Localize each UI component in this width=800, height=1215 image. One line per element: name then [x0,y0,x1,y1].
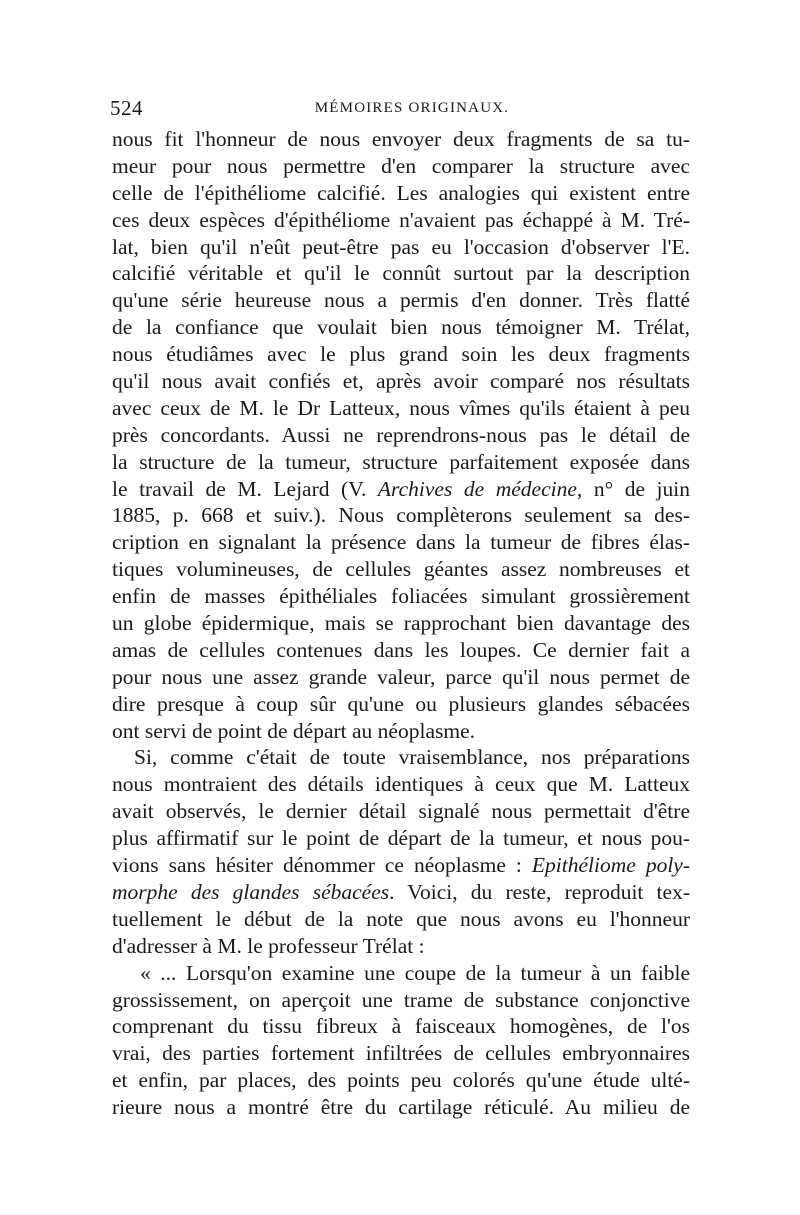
text-line [112,180,690,207]
text-line [112,987,690,1014]
text-line [112,234,690,261]
text-line [112,1067,690,1094]
text-line [112,825,690,852]
text-run: pour nous une assez grande valeur, parce qu'il nous permet de [112,664,690,689]
text-run: amas de cellules contenues dans les loupes. Ce dernier fait a [112,637,690,662]
text-line [112,960,690,987]
text-line [112,852,690,879]
text-run: comprenant du tissu fibreux à faisceaux homogènes, de l'os [112,1014,690,1039]
italic-text: Epithéliome poly- [531,853,690,878]
text-line [112,449,690,476]
text-run: avec ceux de M. le Dr Latteux, nous vîmes qu'ils étaient à peu [112,395,690,420]
text-run: dire presque à coup sûr qu'une ou plusieurs glandes sébacées [112,691,690,716]
text-run: plus affirmatif sur le point de départ de la tumeur, et nous pou- [112,826,690,851]
text-line [112,879,690,906]
text-line [112,287,690,314]
text-line [112,610,690,637]
text-line [112,664,690,691]
text-line [112,771,690,798]
text-run: celle de l'épithéliome calcifié. Les analogies qui existent entre [112,180,690,205]
text-run: d'adresser à M. le professeur Trélat : [112,933,425,958]
text-line [112,207,690,234]
text-run: tuellement le début de la note que nous avons eu l'honneur [112,906,690,931]
text-run: Si, comme c'était de toute vraisemblance, nos préparations [134,745,690,770]
text-line [112,476,690,503]
text-run: . Voici, du reste, reproduit tex- [389,879,690,904]
page-header [112,92,690,122]
text-run: ces deux espèces d'épithéliome n'avaient pas échappé à M. Tré- [112,207,690,232]
text-line [112,153,690,180]
text-line [112,1013,690,1040]
text-line [112,314,690,341]
text-line [112,1094,690,1121]
text-line [112,798,690,825]
text-run: de la confiance que voulait bien nous témoigner M. Trélat, [112,315,690,340]
text-line [112,529,690,556]
text-run: 1885, p. 668 et suiv.). Nous complèterons seulement sa des- [112,503,690,528]
text-run: lat, bien qu'il n'eût peut-être pas eu l'occasion d'observer l'E. [112,234,690,259]
text-run: qu'il nous avait confiés et, après avoir comparé nos résultats [112,369,690,394]
text-line [112,556,690,583]
text-run: grossissement, on aperçoit une trame de substance conjonctive [112,987,690,1012]
text-line [112,637,690,664]
text-line [112,395,690,422]
book-page [112,92,690,1121]
body-text [112,126,690,1121]
text-run: , n° de juin [576,476,690,501]
text-run: enfin de masses épithéliales foliacées simulant grossièrement [112,584,690,609]
text-line [112,744,690,771]
text-run: nous étudiâmes avec le plus grand soin les deux fragments [112,342,690,367]
italic-text: Archives de médecine [377,476,577,501]
text-line [112,906,690,933]
running-title: MÉMOIRES ORIGINAUX. [314,100,510,116]
text-run: qu'une série heureuse nous a permis d'en donner. Très flatté [112,288,690,313]
text-run: meur pour nous permettre d'en comparer la structure avec [112,153,690,178]
text-run: vions sans hésiter dénommer ce néoplasme : [112,853,532,878]
text-line [112,691,690,718]
text-run: cription en signalant la présence dans la tumeur de fibres élas- [112,530,690,555]
text-line [112,583,690,610]
text-line [112,718,690,745]
text-line [112,341,690,368]
text-line [112,502,690,529]
text-line [112,260,690,287]
text-run: avait observés, le dernier détail signalé nous permettait d'être [112,799,690,824]
text-run: calcifié véritable et qu'il le connût surtout par la description [112,261,690,286]
text-line [112,933,690,960]
text-run: la structure de la tumeur, structure parfaitement exposée dans [112,449,690,474]
text-run: un globe épidermique, mais se rapprochant bien davantage des [112,611,690,636]
text-run: rieure nous a montré être du cartilage réticulé. Au milieu de [112,1095,690,1120]
text-run: vrai, des parties fortement infiltrées de cellules embryonnaires [112,1041,690,1066]
text-run: et enfin, par places, des points peu colorés qu'une étude ulté- [112,1068,690,1093]
text-run: « ... Lorsqu'on examine une coupe de la tumeur à un faible [140,960,690,985]
text-run: près concordants. Aussi ne reprendrons-nous pas le détail de [112,422,690,447]
italic-text: morphe des glandes sébacées [112,879,390,904]
text-run: ont servi de point de départ au néoplasme. [112,718,476,743]
text-run: le travail de M. Lejard (V. [112,476,378,501]
text-run: nous fit l'honneur de nous envoyer deux fragments de sa tu- [112,127,690,151]
text-run: nous montraient des détails identiques à ceux que M. Latteux [112,772,690,797]
text-line [112,368,690,395]
text-line [112,126,690,153]
page-number: 524 [110,96,143,120]
text-line [112,1040,690,1067]
text-run: tiques volumineuses, de cellules géantes assez nombreuses et [112,557,690,582]
text-line [112,422,690,449]
